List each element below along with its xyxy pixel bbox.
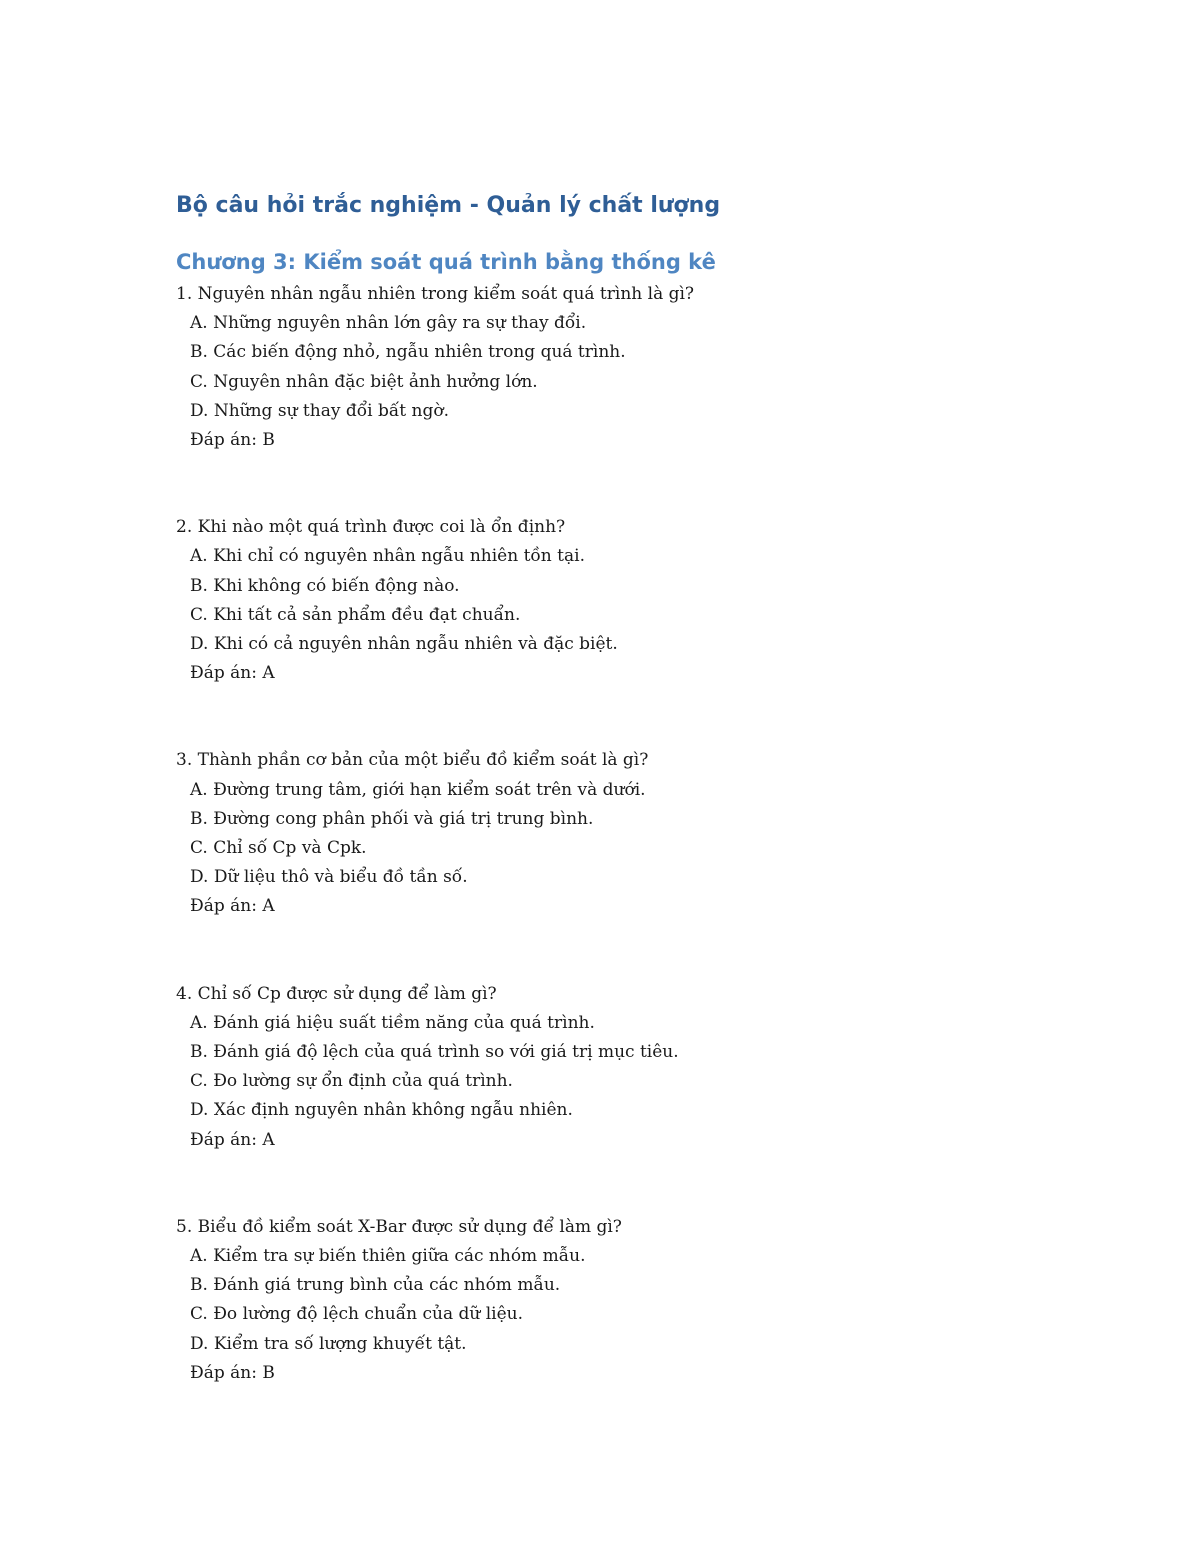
option-c: C. Khi tất cả sản phẩm đều đạt chuẩn.	[190, 604, 521, 625]
option-b: B. Đánh giá trung bình của các nhóm mẫu.	[190, 1275, 561, 1296]
option-b: B. Các biến động nhỏ, ngẫu nhiên trong quá trình.	[190, 342, 626, 363]
question-text: 5. Biểu đồ kiểm soát X-Bar được sử dụng để làm gì?	[176, 1216, 622, 1237]
question-text: 4. Chỉ số Cp được sử dụng để làm gì?	[176, 983, 497, 1004]
option-c: C. Nguyên nhân đặc biệt ảnh hưởng lớn.	[190, 371, 538, 392]
option-c: C. Chỉ số Cp và Cpk.	[190, 838, 367, 859]
option-d: D. Xác định nguyên nhân không ngẫu nhiên.	[190, 1100, 573, 1121]
question-block-2	[176, 513, 1076, 688]
option-d: D. Khi có cả nguyên nhân ngẫu nhiên và đặc biệt.	[190, 634, 618, 655]
document-title: Bộ câu hỏi trắc nghiệm - Quản lý chất lượng	[176, 193, 721, 218]
answer-text: Đáp án: B	[190, 1362, 275, 1383]
option-a: A. Những nguyên nhân lớn gây ra sự thay đổi.	[190, 313, 587, 334]
option-c: C. Đo lường độ lệch chuẩn của dữ liệu.	[190, 1304, 524, 1325]
question-block-4	[176, 980, 1076, 1155]
question-block-1	[176, 280, 1076, 455]
answer-text: Đáp án: A	[190, 896, 275, 917]
option-a: A. Đường trung tâm, giới hạn kiểm soát trên và dưới.	[190, 779, 646, 800]
option-b: B. Khi không có biến động nào.	[190, 575, 460, 596]
option-a: A. Kiểm tra sự biến thiên giữa các nhóm mẫu.	[190, 1246, 586, 1267]
option-c: C. Đo lường sự ổn định của quá trình.	[190, 1071, 513, 1092]
option-d: D. Dữ liệu thô và biểu đồ tần số.	[190, 867, 468, 888]
option-d: D. Những sự thay đổi bất ngờ.	[190, 400, 449, 421]
option-b: B. Đánh giá độ lệch của quá trình so với giá trị mục tiêu.	[190, 1042, 679, 1063]
answer-text: Đáp án: A	[190, 663, 275, 684]
answer-text: Đáp án: B	[190, 430, 275, 451]
question-block-5	[176, 1213, 1076, 1388]
question-text: 3. Thành phần cơ bản của một biểu đồ kiểm soát là gì?	[176, 750, 649, 771]
document-content	[176, 188, 1076, 1388]
option-d: D. Kiểm tra số lượng khuyết tật.	[190, 1333, 467, 1354]
option-b: B. Đường cong phân phối và giá trị trung bình.	[190, 808, 594, 829]
question-text: 2. Khi nào một quá trình được coi là ổn định?	[176, 517, 566, 538]
chapter-heading: Chương 3: Kiểm soát quá trình bằng thống kê	[176, 250, 716, 274]
question-text: 1. Nguyên nhân ngẫu nhiên trong kiểm soát quá trình là gì?	[176, 284, 695, 304]
option-a: A. Khi chỉ có nguyên nhân ngẫu nhiên tồn tại.	[190, 546, 585, 567]
option-a: A. Đánh giá hiệu suất tiềm năng của quá trình.	[190, 1012, 595, 1033]
question-block-3	[176, 746, 1076, 921]
answer-text: Đáp án: A	[190, 1129, 275, 1150]
